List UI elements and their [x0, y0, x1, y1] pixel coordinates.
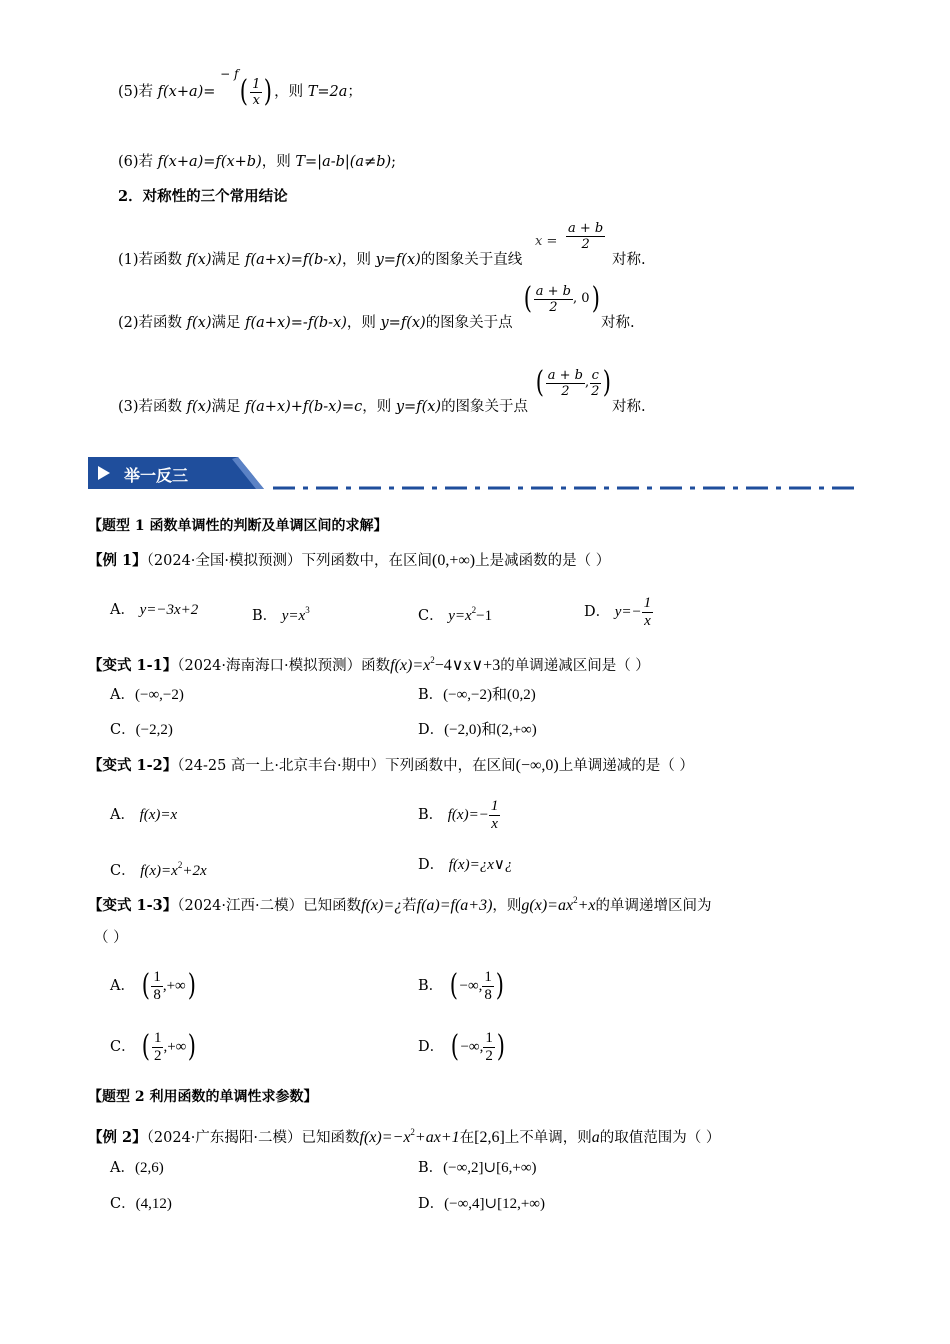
type-2-title: 【题型 2 利用函数的单调性求参数】	[88, 1089, 318, 1105]
fraction-1-over-x: $\frac{1}{x}$	[252, 76, 261, 108]
variant-1-1-option-a[interactable]: A．(−∞,−2)	[110, 687, 184, 703]
variant-1-1-stem: 【变式 1-1】（2024·海南海口·模拟预测）函数$f(x)=x^2-4\vee x\vee+3$的单调递减区间是（ ）	[88, 655, 650, 674]
variant-1-2-stem: 【变式 1-2】（24-25 高一上·北京丰台·期中）下列函数中，在区间(−∞,0)上单调递减的是（ ）	[88, 757, 694, 774]
banner-label: 举一反三	[124, 466, 189, 485]
variant-1-3-option-c[interactable]: C． ( $\frac{1}{2}$ ,+∞ )	[110, 1029, 197, 1064]
example-1-option-a[interactable]: A． y=−3x+2	[110, 602, 199, 618]
variant-1-1-option-d[interactable]: D．(−2,0)和(2,+∞)	[418, 722, 537, 738]
example-2-option-c[interactable]: C．(4,12)	[110, 1196, 172, 1212]
example-2-stem: 【例 2】（2024·广东揭阳·二模）已知函数$f(x)=-x^2+ax+1$在[2,6]上不单调，则a的取值范围为（ ）	[88, 1127, 721, 1146]
variant-1-3-stem: 【变式 1-3】（2024·江西·二模）已知函数f(x)=¿若f(a)=f(a+3)，则$g(x)=ax^2+x$的单调递增区间为	[88, 895, 712, 914]
variant-1-1-option-b[interactable]: B．(−∞,−2)和(0,2)	[418, 687, 536, 703]
example-1-stem: 【例 1】（2024·全国·模拟预测）下列函数中，在区间(0,+∞)上是减函数的是（ ）	[88, 552, 611, 569]
variant-1-2-option-a[interactable]: A． f(x)=x	[110, 807, 178, 823]
variant-1-3-option-b[interactable]: B． ( −∞, $\frac{1}{8}$ )	[418, 968, 504, 1003]
variant-1-3-paren: （ ）	[94, 930, 128, 946]
rule-6: (6)若 f(x+a)=f(x+b)，则 T=|a-b|(a≠b);	[118, 154, 397, 170]
example-2-option-a[interactable]: A．(2,6)	[110, 1160, 164, 1176]
variant-1-2-option-b[interactable]: B． f(x)=− $\frac{1}{x}$	[418, 797, 499, 832]
rule-5: (5)若 f(x+a)= $^{- f}$( $\frac{1}{x}$ ) ，则 T=2a；	[118, 67, 362, 109]
variant-1-1-option-c[interactable]: C．(−2,2)	[110, 722, 173, 738]
example-1-option-b[interactable]: B． $y=x^3$	[252, 605, 310, 624]
variant-1-2-option-c[interactable]: C． $f(x)=x^2+2x$	[110, 860, 207, 879]
fraction-a-plus-b-over-2: $\frac{a + b}{2}$	[568, 221, 604, 252]
example-1-option-c[interactable]: C． $y=x^2-1$	[418, 605, 493, 624]
variant-1-3-option-d[interactable]: D． ( −∞, $\frac{1}{2}$ )	[418, 1029, 505, 1064]
variant-1-3-option-a[interactable]: A． ( $\frac{1}{8}$ ,+∞ )	[110, 968, 196, 1003]
variant-1-2-option-d[interactable]: D． f(x)=¿x∨¿	[418, 857, 513, 873]
dash-dot-divider	[273, 486, 861, 490]
example-2-option-d[interactable]: D．(−∞,4]∪[12,+∞)	[418, 1196, 545, 1212]
type-1-title: 【题型 1 函数单调性的判断及单调区间的求解】	[88, 518, 388, 534]
section-2-title: 2．对称性的三个常用结论	[118, 188, 288, 205]
example-1-option-d[interactable]: D． y=− $\frac{1}{x}$	[584, 594, 652, 629]
example-2-option-b[interactable]: B．(−∞,2]∪[6,+∞)	[418, 1160, 537, 1176]
